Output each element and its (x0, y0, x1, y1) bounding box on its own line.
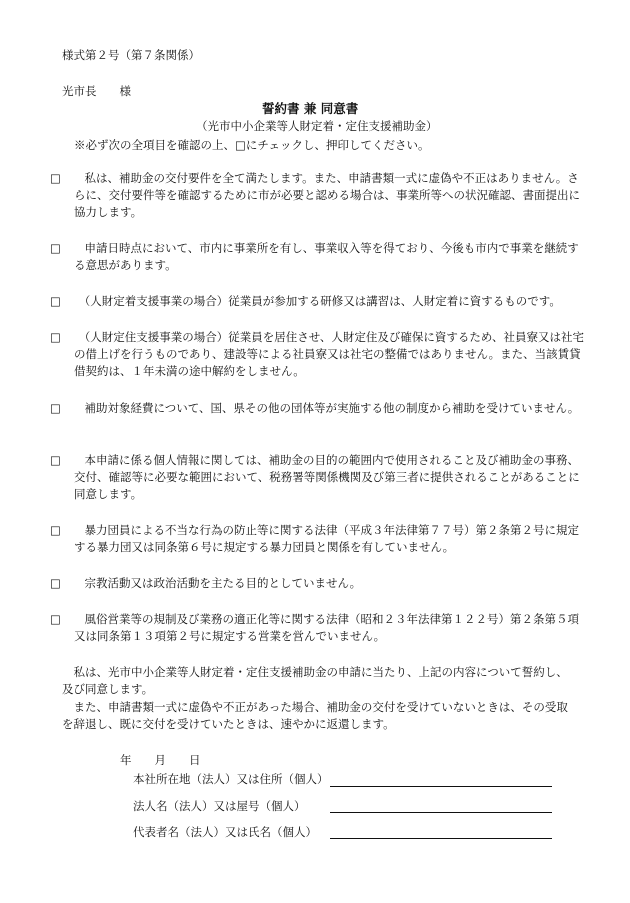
checkbox[interactable]: □ (50, 294, 61, 308)
checklist-item-text: （人財定住支援事業の場合）従業員を居住させ、人財定住及び確保に資するため、社員寮又は社宅の借上げを行うものであり、建設等による社員寮又は社宅の整備ではありません。また、当該賃貸借契約は、１年未満の途中解約をしません。 (74, 330, 584, 378)
closing-refund: また、申請書類一式に虚偽や不正があった場合、補助金の交付を受けていないときは、その受取を辞退し、既に交付を受けていたときは、速やかに返還します。 (62, 700, 568, 731)
checklist-item-text: （人財定着支援事業の場合）従業員が参加する研修又は講習は、人財定着に資するものです。 (84, 294, 561, 308)
checklist-item (50, 400, 584, 417)
checklist-item (50, 240, 584, 274)
checklist-item (50, 575, 584, 592)
checkbox[interactable]: □ (50, 612, 61, 626)
date-label: 年 月 日 (120, 753, 201, 767)
checklist-item-text: 暴力団員による不当な行為の防止等に関する法律（平成３年法律第７７号）第２条第２号に規定する暴力団又は同条第６号に規定する暴力団員と関係を有していません。 (74, 523, 579, 554)
signature-label-address: 本社所在地（法人）又は住所（個人） (133, 772, 329, 786)
checklist-item-text: 私は、補助金の交付要件を全て満たします。また、申請書類一式に虚偽や不正はありません。さらに、交付要件等を確認するために市が必要と認める場合は、事業所等への状況確認、書面提出に協力します。 (74, 171, 580, 219)
form-number: 様式第２号（第７条関係） (62, 48, 200, 62)
addressee: 光市長 様 (62, 84, 131, 98)
signature-label-representative: 代表者名（法人）又は氏名（個人） (133, 825, 317, 839)
representative-name-field[interactable] (330, 838, 552, 839)
checkbox[interactable]: □ (50, 171, 61, 185)
checklist-item-text: 本申請に係る個人情報に関しては、補助金の目的の範囲内で使用されること及び補助金の事務、交付、確認等に必要な範囲において、税務署等関係機関及び第三者に提供されることがあることに同意します。 (74, 453, 580, 501)
checklist-item (50, 170, 584, 221)
checklist-item (50, 611, 584, 645)
checklist-item-text: 宗教活動又は政治活動を主たる目的としていません。 (84, 576, 362, 590)
checklist-item (50, 522, 584, 556)
document-subtitle: （光市中小企業等人財定着・定住支援補助金） (196, 119, 438, 133)
checkbox[interactable]: □ (50, 523, 61, 537)
checklist-item-text: 申請日時点において、市内に事業所を有し、事業収入等を得ており、今後も市内で事業を継続する意思があります。 (74, 241, 579, 272)
checkbox[interactable]: □ (50, 453, 61, 467)
document-title: 誓約書 兼 同意書 (262, 101, 359, 116)
checkbox[interactable]: □ (50, 241, 61, 255)
checkbox[interactable]: □ (50, 401, 61, 415)
instruction: ※必ず次の全項目を確認の上、□にチェックし、押印してください。 (74, 138, 430, 152)
checkbox[interactable]: □ (50, 576, 61, 590)
checklist-item-text: 風俗営業等の規制及び業務の適正化等に関する法律（昭和２３年法律第１２２号）第２条第５項又は同条第１３項第２号に規定する営業を営んでいません。 (74, 612, 579, 643)
checklist-item (50, 293, 584, 310)
checklist-item-text: 補助対象経費について、国、県その他の団体等が実施する他の制度から補助を受けていません。 (84, 401, 580, 415)
closing-pledge: 私は、光市中小企業等人財定着・定住支援補助金の申請に当たり、上記の内容について誓約し、及び同意します。 (62, 665, 568, 696)
address-field[interactable] (330, 786, 552, 787)
checkbox[interactable]: □ (50, 330, 61, 344)
company-name-field[interactable] (330, 812, 552, 813)
checklist-item (50, 452, 584, 503)
signature-label-company: 法人名（法人）又は屋号（個人） (133, 799, 306, 813)
checklist-item (50, 329, 584, 380)
